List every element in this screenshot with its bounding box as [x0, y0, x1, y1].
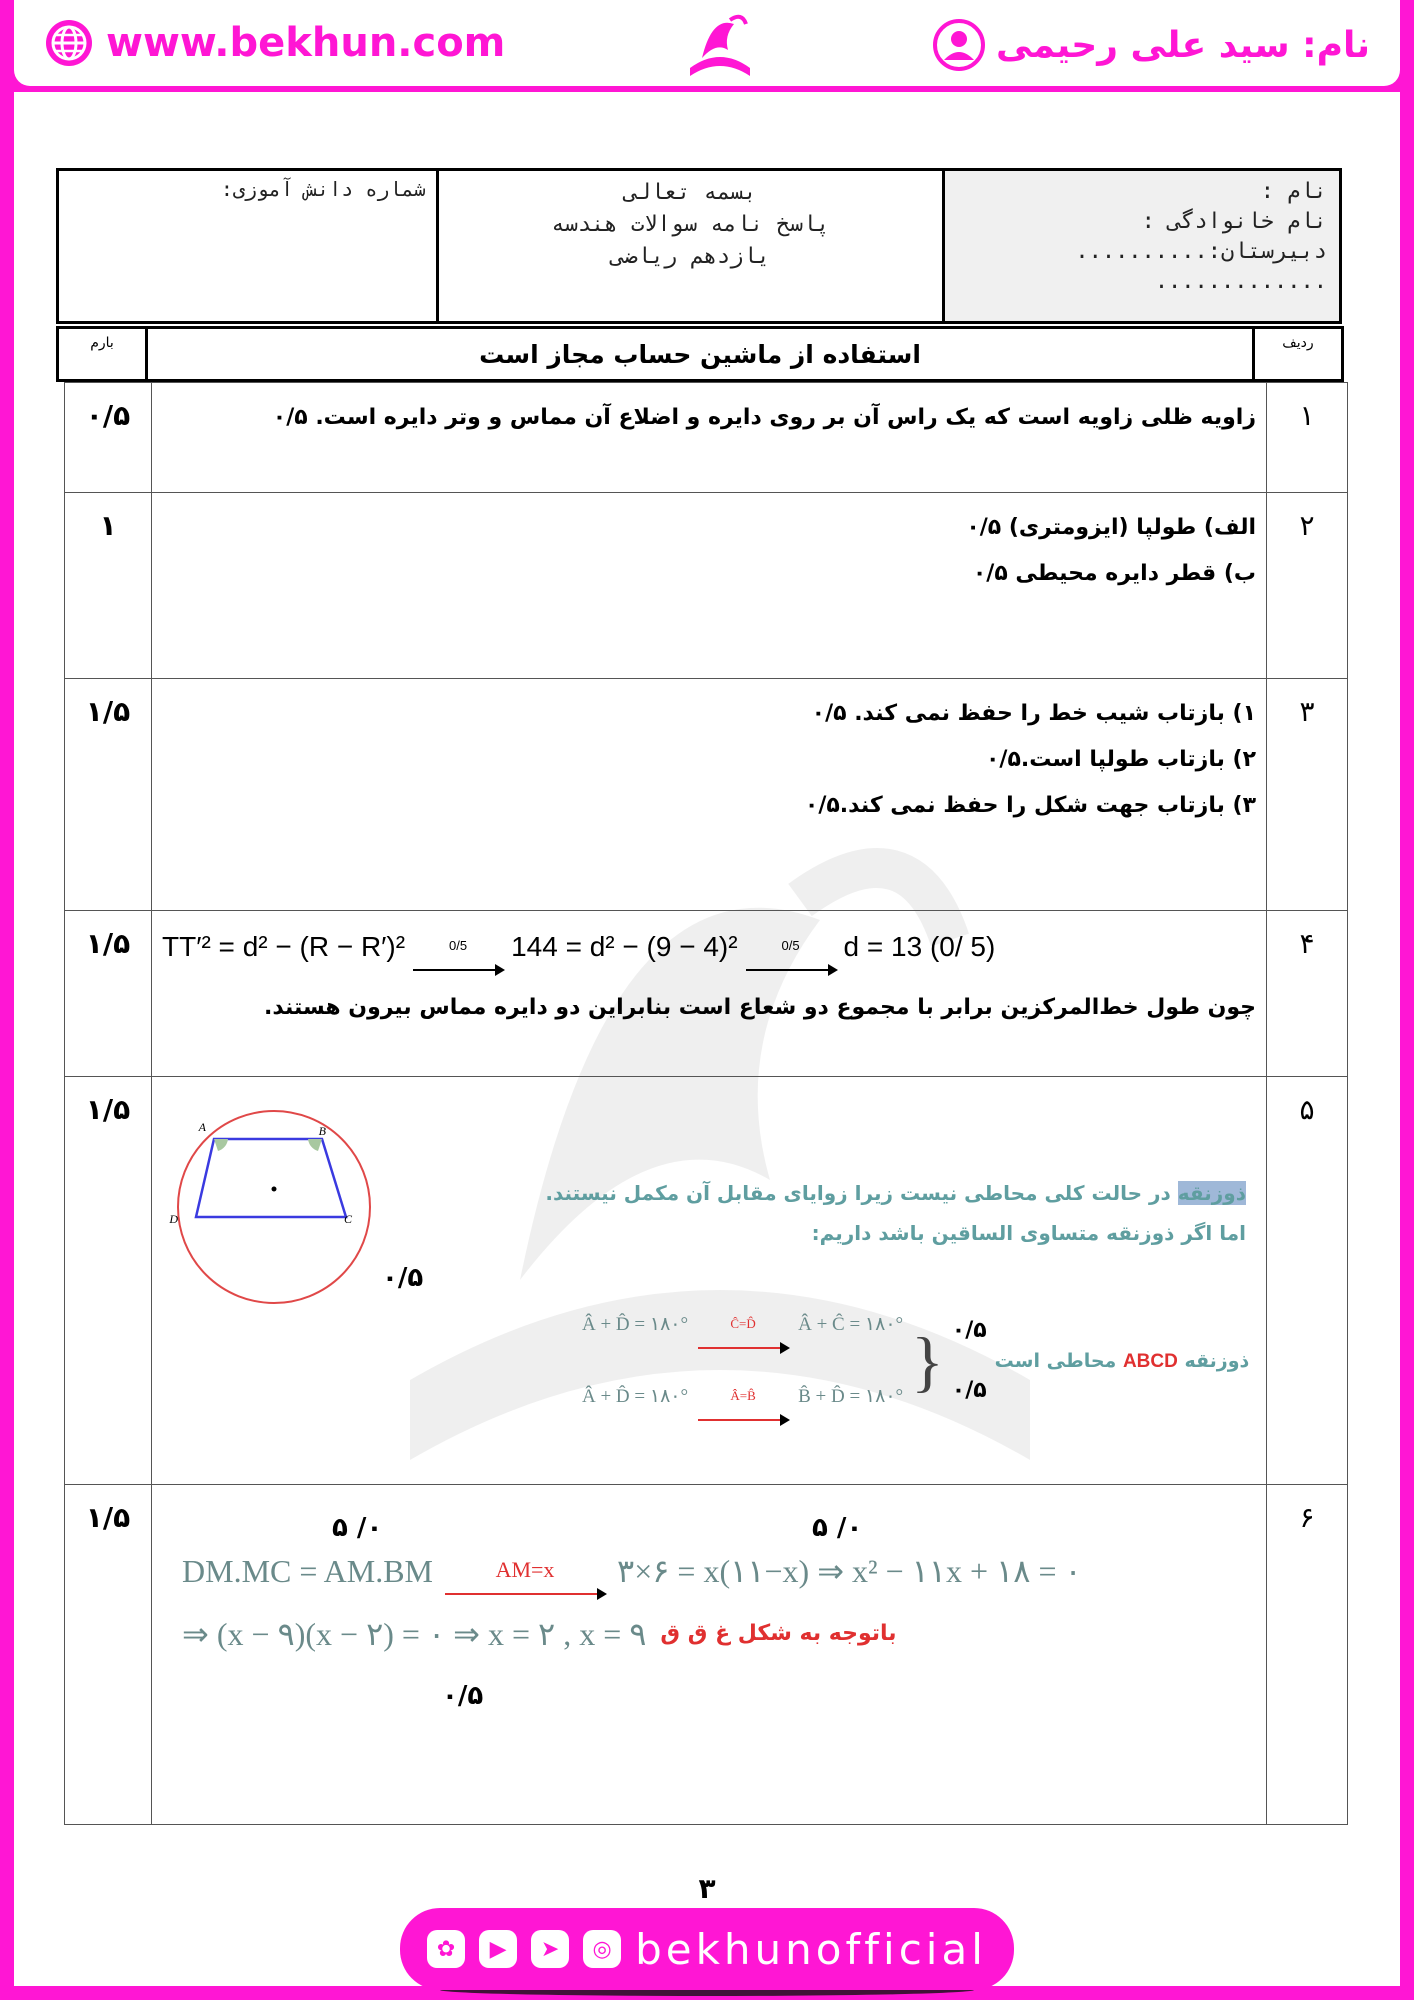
arrow-line: [413, 969, 503, 971]
radif-label: ردیف: [1254, 328, 1343, 381]
question-number: ۴: [1267, 911, 1348, 1077]
eq-right: ۳×۶ = x(۱۱−x) ⇒ x² − ۱۱x + ۱۸ = ۰: [617, 1553, 1082, 1589]
brace-score: ۰/۵: [951, 1318, 987, 1343]
brace-score: ۰/۵: [951, 1378, 987, 1403]
exam-title-cell: [437, 170, 944, 323]
question-number: ۶: [1267, 1485, 1348, 1825]
telegram-icon[interactable]: ➤: [531, 1930, 569, 1968]
website-url[interactable]: www.bekhun.com: [106, 20, 506, 66]
vertex-label: C: [343, 1212, 352, 1226]
first-name-label: نام :: [1260, 179, 1327, 204]
eq-arrow: [445, 1547, 605, 1595]
arrow-label: 0/5: [781, 938, 800, 953]
answer-line: در حالت کلی محاطی نیست زیرا زوایای مقابل آن مکمل نیستند.: [545, 1181, 1178, 1205]
score-mark: ۰/۵: [442, 1681, 484, 1711]
bismillah-line: بسمه تعالی: [624, 180, 757, 205]
student-name: [932, 18, 1370, 72]
school-dots: .............: [1154, 269, 1327, 294]
abcd-label: ABCD: [1122, 1350, 1178, 1372]
eq-part: d = 13 (0/ 5): [843, 931, 996, 962]
tangent-equation: [162, 923, 1256, 971]
eq-right: Â + Ĉ = ۱۸۰°: [798, 1314, 904, 1335]
answer-line: چون طول خط‌المرکزین برابر با مجموع دو شعاع است بنابراین دو دایره مماس بیرون هستند.: [263, 995, 1256, 1020]
eq-part: 144 = d² − (9 − 4)²: [511, 931, 738, 962]
vertex-label: A: [198, 1120, 206, 1134]
trapezoid-explanation: [545, 1173, 1246, 1253]
angle-equations: [582, 1301, 1249, 1421]
social-handle[interactable]: bekhunofficial: [635, 1924, 987, 1974]
instagram-icon[interactable]: ◎: [583, 1930, 621, 1968]
arrow-label: AM=x: [495, 1557, 555, 1582]
arrow-label: 0/5: [449, 938, 468, 953]
eq-arrow: [413, 923, 503, 971]
question-number: ۲: [1267, 493, 1348, 679]
calculator-note: استفاده از ماشین حساب مجاز است: [147, 328, 1254, 381]
eq-arrow: [746, 923, 836, 971]
vertex-label: D: [169, 1212, 178, 1226]
student-number-cell: [58, 170, 438, 323]
exam-header-table: [56, 168, 1342, 324]
answer-line: ب) قطر دایره محیطی ۰/۵: [972, 561, 1256, 586]
grade-line: یازدهم ریاضی: [611, 244, 770, 269]
vertex-label: B: [318, 1124, 326, 1138]
exam-title-line: پاسخ نامه سوالات هندسه: [551, 212, 830, 237]
arrow-line: [445, 1593, 605, 1595]
globe-icon: [44, 18, 94, 68]
answer-line: ۳) بازتاب جهت شکل را حفظ نمی کند.۰/۵: [804, 793, 1256, 818]
top-bar-inner: [14, 0, 1400, 86]
question-row-2: [65, 493, 1348, 679]
conclusion-suffix: محاطی است: [994, 1349, 1117, 1372]
arrow-line: [698, 1347, 788, 1349]
question-answer: [152, 911, 1267, 1077]
student-name-text: نام: سید علی رحیمی: [996, 24, 1370, 66]
student-info-cell: [944, 170, 1341, 323]
question-answer: [152, 1077, 1267, 1485]
eq-left: Â + D̂ = ۱۸۰°: [582, 1314, 689, 1335]
page-number: ۳: [698, 1872, 716, 1905]
question-row-4: [65, 911, 1348, 1077]
answer-line: زاویه ظلی زاویه است که یک راس آن بر روی دایره و اضلاع آن مماس و وتر دایره است. ۰/۵: [272, 405, 1256, 430]
eq-left: Â + D̂ = ۱۸۰°: [582, 1386, 689, 1407]
last-name-label: نام خانوادگی :: [1141, 209, 1327, 234]
answers-table: [64, 382, 1348, 1825]
exam-subheader-table: [56, 326, 1344, 382]
question-score: ۱/۵: [65, 1077, 152, 1485]
figure-score: ۰/۵: [382, 1263, 424, 1293]
top-bar: [0, 0, 1414, 92]
eq-left: DM.MC = AM.BM: [182, 1553, 433, 1589]
arrow-line: [746, 969, 836, 971]
brace: }: [911, 1323, 944, 1399]
conclusion-prefix: ذوزنقه: [1184, 1349, 1250, 1372]
social-bar: [400, 1908, 1014, 1990]
highlight-word: ذوزنقه: [1177, 1181, 1246, 1205]
arrow-line: [698, 1419, 788, 1421]
question-answer: [152, 493, 1267, 679]
answer-line: الف) طولپا (ایزومتری) ۰/۵: [966, 515, 1256, 540]
question-row-3: [65, 679, 1348, 911]
answer-line: اما اگر ذوزنقه متساوی الساقین باشد داریم:: [811, 1221, 1246, 1245]
arrow-label: Â=B̂: [730, 1388, 756, 1403]
barem-label: بارم: [58, 328, 147, 381]
trapezoid-figure: [162, 1097, 402, 1317]
question-score: ۱/۵: [65, 1485, 152, 1825]
question-number: ۳: [1267, 679, 1348, 911]
question-score: ۱/۵: [65, 679, 152, 911]
user-icon: [932, 18, 986, 72]
answer-line: ۲) بازتاب طولپا است.۰/۵: [985, 747, 1256, 772]
school-label: دبیرستان:..........: [1075, 239, 1327, 264]
eq-part: TT′² = d² − (R − R′)²: [162, 931, 406, 962]
website-link[interactable]: [44, 18, 505, 68]
eq-arrow: [698, 1301, 788, 1349]
question-number: ۵: [1267, 1077, 1348, 1485]
question-score: ۱: [65, 493, 152, 679]
arrow-label: Ĉ=D̂: [730, 1316, 756, 1331]
eq-right: B̂ + D̂ = ۱۸۰°: [798, 1386, 904, 1407]
question-answer: [152, 1485, 1267, 1825]
question-answer: [152, 679, 1267, 911]
power-of-point-equation: [182, 1547, 1082, 1595]
eq-line: ⇒ (x − ۹)(x − ۲) = ۰ ⇒ x = ۲ , x = ۹: [182, 1616, 647, 1652]
question-score: ۰/۵: [65, 383, 152, 493]
student-number-label: شماره دانش آموزی:: [220, 177, 426, 201]
bekhun-logo: [672, 6, 768, 86]
question-row-6: [65, 1485, 1348, 1825]
question-row-1: [65, 383, 1348, 493]
question-answer: [152, 383, 1267, 493]
eq-arrow: [698, 1373, 788, 1421]
figure-note: باتوجه به شکل غ ق ق: [660, 1621, 897, 1646]
question-score: ۱/۵: [65, 911, 152, 1077]
factor-equation: [182, 1611, 897, 1657]
question-number: ۱: [1267, 383, 1348, 493]
score-mark: ۰/ ۵: [332, 1513, 383, 1543]
score-mark: ۰/ ۵: [812, 1513, 863, 1543]
answer-line: ۱) بازتاب شیب خط را حفظ نمی کند. ۰/۵: [811, 701, 1256, 726]
youtube-icon[interactable]: ▶: [479, 1930, 517, 1968]
aparat-icon[interactable]: ✿: [427, 1930, 465, 1968]
conclusion: [995, 1338, 1250, 1385]
question-row-5: [65, 1077, 1348, 1485]
